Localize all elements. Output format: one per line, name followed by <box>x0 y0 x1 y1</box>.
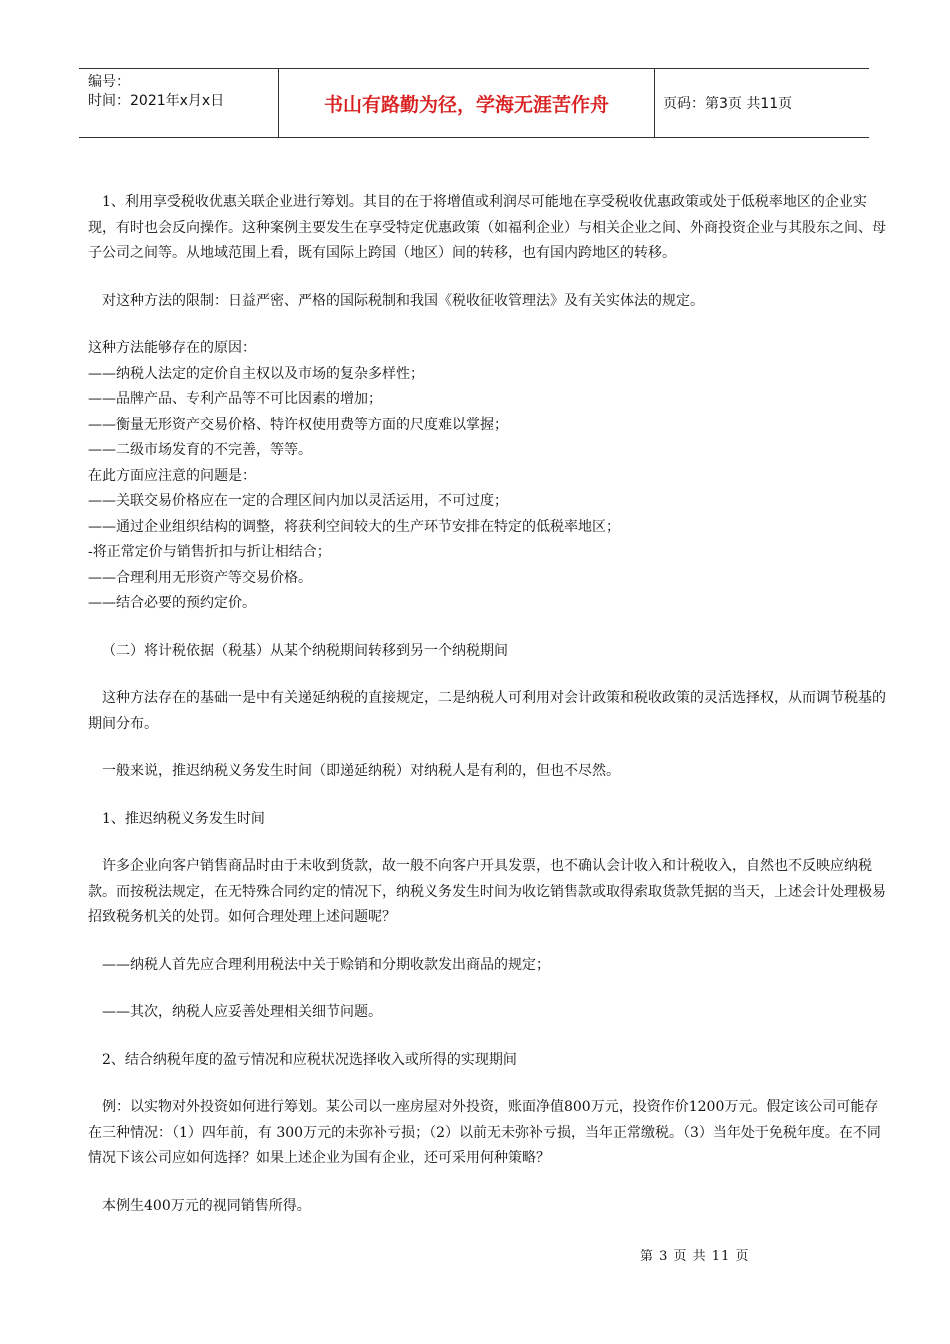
list-item: ——通过企业组织结构的调整，将获利空间较大的生产环节安排在特定的低税率地区； <box>88 518 620 535</box>
subheading: 1、推迟纳税义务发生时间 <box>102 810 265 827</box>
date-label: 时间：2021年x月x日 <box>88 93 225 109</box>
subheading: 2、结合纳税年度的盈亏情况和应税状况选择收入或所得的实现期间 <box>102 1051 517 1068</box>
header-page-info: 页码：第3页 共11页 <box>663 96 793 112</box>
list-item: ——衡量无形资产交易价格、特许权使用费等方面的尺度难以掌握； <box>88 416 508 433</box>
paragraph: 1、利用享受税收优惠关联企业进行筹划。其目的在于将增值或利润尽可能地在享受税收优惠政策或处于低税率地区的企业实现，有时也会反向操作。这种案例主要发生在享受特定优惠政策（如福利企业）与相关企业之间、外商投资企业与其股东之间、母子公司之间等。从地域范围上看，既有国际上跨国（地区）间的转移，也有国内跨地区的转移。 <box>88 194 886 261</box>
paragraph: ——其次，纳税人应妥善处理相关细节问题。 <box>102 1004 382 1020</box>
list-item: ——关联交易价格应在一定的合理区间内加以灵活运用，不可过度； <box>88 493 508 509</box>
paragraph: 本例生400万元的视同销售所得。 <box>102 1197 311 1214</box>
paragraph: 例：以实物对外投资如何进行筹划。某公司以一座房屋对外投资，账面净值800万元，投资作价1200万元。假定该公司可能存在三种情况：（1）四年前，有 300万元的未弥补亏损；（2）以前无未弥补亏损，当年正常缴税。（3）当年处于免税年度。在不同情况下该公司应如何选择？如果上述企业为国有企业，还可采用何种策略？ <box>88 1099 881 1166</box>
header-meta <box>79 69 279 137</box>
page-header <box>79 68 869 138</box>
paragraph: 一般来说，推迟纳税义务发生时间（即递延纳税）对纳税人是有利的，但也不尽然。 <box>102 763 620 779</box>
paragraph: 在此方面应注意的问题是： <box>88 467 256 484</box>
paragraph: 这种方法存在的基础一是中有关递延纳税的直接规定，二是纳税人可利用对会计政策和税收政策的灵活选择权，从而调节税基的期间分布。 <box>88 690 886 732</box>
paragraph: 这种方法能够存在的原因： <box>88 340 256 356</box>
list-item: ——品牌产品、专利产品等不可比因素的增加； <box>88 391 382 407</box>
paragraph: ——纳税人首先应合理利用税法中关于赊销和分期收款发出商品的规定； <box>102 956 550 973</box>
list-item: ——纳税人法定的定价自主权以及市场的复杂多样性； <box>88 365 424 382</box>
list-item: -将正常定价与销售折扣与折让相结合； <box>88 544 331 560</box>
list-item: ——二级市场发育的不完善，等等。 <box>88 442 312 458</box>
header-motto: 书山有路勤为径，学海无涯苦作舟 <box>279 69 655 137</box>
page-footer: 第 3 页 共 11 页 <box>640 1249 750 1264</box>
code-label: 编号： <box>88 74 130 90</box>
paragraph: 许多企业向客户销售商品时由于未收到货款，故一般不向客户开具发票，也不确认会计收入和计税收入，自然也不反映应纳税款。而按税法规定，在无特殊合同约定的情况下，纳税义务发生时间为收讫销售款或取得索取货款凭据的当天，上述会计处理极易招致税务机关的处罚。如何合理处理上述问题呢？ <box>88 858 886 925</box>
list-item: ——合理利用无形资产等交易价格。 <box>88 569 312 586</box>
list-item: ——结合必要的预约定价。 <box>88 595 256 611</box>
paragraph: 对这种方法的限制：日益严密、严格的国际税制和我国《税收征收管理法》及有关实体法的规定。 <box>102 292 704 309</box>
document-body <box>88 190 888 1219</box>
section-heading: （二）将计税依据（税基）从某个纳税期间转移到另一个纳税期间 <box>102 642 508 659</box>
